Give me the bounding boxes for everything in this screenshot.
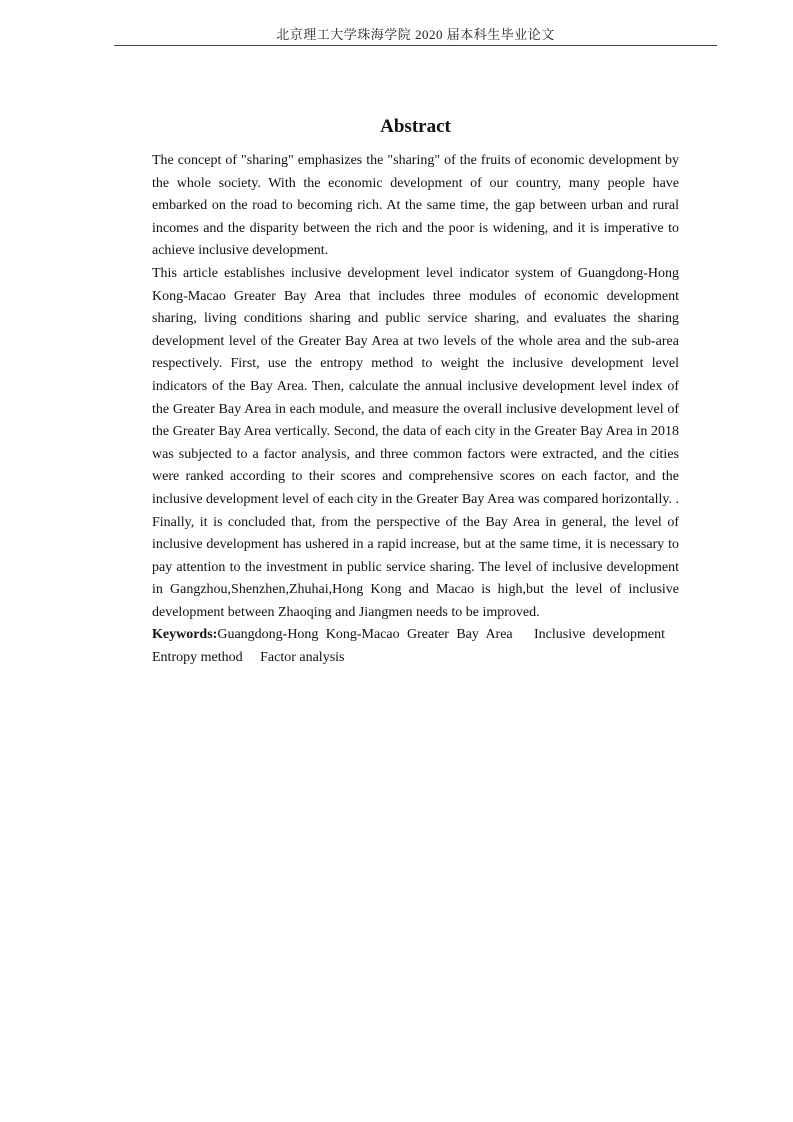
- keywords-line: [152, 624, 679, 669]
- keyword-item: Inclusive development: [534, 627, 665, 643]
- abstract-paragraph-1: The concept of "sharing" emphasizes the "sharing" of the fruits of economic development by the whole society. With the economic development of our country, many people have embarked on the road to becoming rich. At the same time, the gap between urban and rural incomes and the disparity between the rich and the poor is widening, and it is imperative to achieve inclusive development.: [152, 153, 679, 259]
- abstract-body: [152, 150, 679, 670]
- keyword-item: Entropy method: [152, 650, 243, 666]
- keyword-item: Factor analysis: [260, 650, 345, 666]
- running-header: 北京理工大学珠海学院 2020 届本科生毕业论文: [276, 27, 555, 42]
- keyword-item: Guangdong-Hong Kong-Macao Greater Bay Area: [217, 627, 513, 643]
- abstract-paragraph-2: This article establishes inclusive development level indicator system of Guangdong-Hong Kong-Macao Greater Bay Area that includes three modules of economic development sharing, living conditions sharing and public service sharing, and evaluates the sharing development level of the Greater Bay Area at two levels of the whole area and the sub-area respectively. First, use the entropy method to weight the inclusive development level indicators of the Bay Area. Then, calculate the annual inclusive development level index of the Greater Bay Area in each module, and measure the overall inclusive development level of the Greater Bay Area vertically. Second, the data of each city in the Greater Bay Area in 2018 was subjected to a factor analysis, and three common factors were extracted, and the cities were ranked according to their scores and comprehensive scores on each factor, and the inclusive development level of each city in the Greater Bay Area was compared horizontally. . Finally, it is concluded that, from the perspective of the Bay Area in general, the level of inclusive development has ushered in a rapid increase, but at the same time, it is necessary to pay attention to the investment in public service sharing. The level of inclusive development in Gangzhou,Shenzhen,Zhuhai,Hong Kong and Macao is high,but the level of inclusive development between Zhaoqing and Jiangmen needs to be improved.: [152, 265, 680, 620]
- header-rule: [114, 45, 717, 46]
- keywords-label: Keywords:: [152, 627, 218, 643]
- abstract-title: Abstract: [380, 116, 451, 137]
